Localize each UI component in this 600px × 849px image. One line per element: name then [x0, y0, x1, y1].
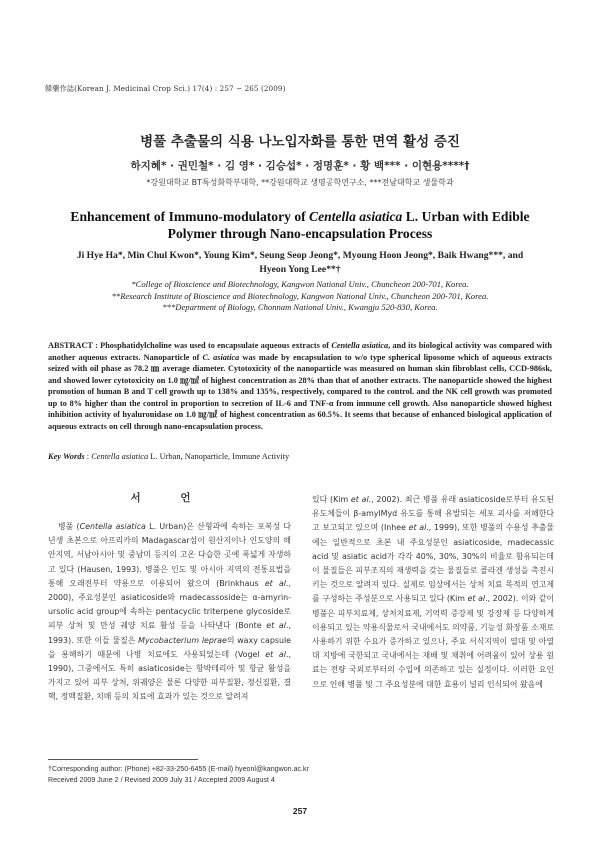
korean-authors: 하지혜* · 권민철* · 김 영* · 김승섭* · 정명훈* · 황 백*** · 이현용****†: [130, 160, 470, 172]
left-species-1: Centella asiatica: [79, 522, 146, 531]
right-etal-3: et al: [467, 594, 486, 604]
left-text-3: ., 2000), 주요성분인 asiaticoside와 madecassoside는 α-amyrin-ursolic acid group에 속하는 pentacyclic triterpene glycoside로 피부 상처 및 만성 궤양 치료 활성 등을 나타낸다 (Bonte: [48, 578, 292, 631]
abstract-text-3: was made by encapsulation to w/o type spherical liposome which of aqueous extracts seized with oil phase as 78.2 ㎚ average diameter. Cytotoxicity of the nanoparticle was measured on human skin fibroblast cells, CCD-986sk, and showed lower cytotoxicity on 1.0 ㎎/㎖ of highest concentration as 28% than that of another extracts. The nanoparticle showed the highest promotion of human B and T cell growth up to 138% and 135%, respectively, compared to the control. and the NK cell growth was promoted up to 8% higher than the control in proportion to secretion of IL-6 and TNF-α from immune cell growth. Also nanoparticle showed highest inhibition activity of hyaluronidase on 1.0 ㎎/㎖ of highest concentration as 60.5%. It seems that because of enhanced biological application of aqueous extracts on cell through nano-encapsulation process.: [48, 352, 552, 431]
affiliation-1: *College of Bioscience and Biotechnology, Kangwon National Univ., Chuncheon 200-701, Korea.: [131, 279, 469, 289]
left-etal-1: et al: [264, 578, 286, 588]
right-etal-1: et al: [350, 495, 369, 504]
title-species: Centella asiatica: [309, 209, 403, 224]
abstract-species-2: C. asiatica: [202, 352, 240, 362]
english-title: [60, 209, 540, 242]
abstract-label: ABSTRACT :: [48, 341, 101, 350]
korean-affiliations: *강원대학교 BT특성화학부대학, **강원대학교 생명공학연구소, ***전남대학교 생물학과: [146, 178, 454, 187]
right-text-2: ., 2002). 최근 병풀 유래 asiaticoside로부터 유도된 유도체들이 β-amylMyd 유도를 통해 유발되는 세포 괴사를 저해한다고 보고되고 있으며 (Inhee: [312, 495, 555, 533]
left-text-1: 병풀 (: [58, 522, 80, 531]
left-etal-2: et al: [266, 621, 286, 631]
english-affiliations: [40, 279, 560, 314]
page-number: 257: [292, 806, 308, 816]
section-heading-introduction: 서 언: [130, 492, 209, 504]
corresponding-author: †Corresponding author: (Phone) +82-33-250-6455 (E-mail) hyeonl@kangwon.ac.kr: [48, 765, 309, 773]
keywords-rest: L. Urban, Nanoparticle, Immune Activity: [148, 452, 290, 461]
abstract: [48, 340, 552, 432]
abstract-text-1: Phosphatidylcholine was used to encapsulate aqueous extracts of: [100, 341, 332, 350]
received-dates: Received 2009 June 2 / Revised 2009 July 31 / Accepted 2009 August 4: [48, 775, 275, 784]
left-text-6: ., 1990), 그중에서도 특히 asiaticoside는 항박테리아 및 항균 활성을 가지고 있어 피부 상처, 위궤양은 물론 다양한 피부질환, 정신질환, 결핵, 정맥질환, 치매 등의 치료에 효과가 있는 것으로 알려져: [48, 649, 291, 702]
left-species-2: Mycobacterium leprae: [138, 635, 227, 645]
abstract-species-1: Centella asiatica: [331, 341, 389, 350]
footnote-divider: [48, 759, 198, 760]
right-text-3: ., 1999), 또한 병풀의 수용성 추출물에는 일반적으로 초본 내 주요성분인 asiaticoside, madecassic acid 및 asiatic acid가 각각 40%, 30%, 30%의 비율로 함유되는데 이 물질들은 피부조직의 재생력을 갖는 물질들로 콜라겐 생성을 촉진시키는 것으로 알려져 있다. 실제로 임상에서는 상처 치료 목적의 연고제를 구성하는 주성분으로 사용되고 있다 (Kim: [312, 523, 555, 604]
right-etal-2: et al: [408, 523, 427, 533]
right-text-4: ., 2002). 이와 같이 병풀은 피부치료제, 상처치료제, 기억력 증강제 및 강장제 등 다양하게 이용되고 있는 약용식물로서 국내에서도 의약품, 기능성 화장품 소재로 사용하기 위한 수요가 증가하고 있으나, 주요 서식지역이 열대 및 아열대 지방에 국한되고 국내에서는 재배 및 채취에 어려움이 있어 상용 원료는 전량 국외로부터의 수입에 의존하고 있는 실정이다. 이러한 요인으로 인해 병풀 및 그 주요성분에 대한 효용이 널리 인식되어 왔음에: [312, 594, 555, 689]
affiliation-3: ***Department of Biology, Chonnam National Univ., Kwangju 520-830, Korea.: [162, 302, 438, 313]
affiliation-2: **Research Institute of Bioscience and Biotechnology, Kangwon National Univ., Chuncheon 200-701, Korea.: [111, 290, 489, 301]
keywords-sep: :: [84, 452, 92, 461]
keywords-label: Key Words: [48, 452, 85, 461]
right-column-text: [312, 493, 554, 692]
left-text-4: ., 1993). 또한 이들 물질은: [48, 621, 291, 645]
keywords-species: Centella asiatica: [91, 452, 149, 461]
left-text-2: L. Urban)은 산형과에 속하는 포복성 다년생 초본으로 아프리카의 Madagascar섬이 원산지이나 인도양의 해안지역, 서남아시아 및 중남미 등지의 고온 다습한 곳에 폭넓게 자생하고 있다 (Hausen, 1993). 병풀은 인도 및 아시아 지역의 전통요법을 통해 오래전부터 약용으로 이용되어 왔으며 (Brinkhaus: [48, 522, 291, 588]
left-column-text: [48, 520, 291, 705]
left-text-5: 의 waxy capsule을 용해하기 때문에 나병 치료에도 사용되었는데 (Vogel: [48, 635, 291, 659]
left-etal-3: et al: [265, 649, 286, 659]
korean-title: 병풀 추출물의 식용 나노입자화를 통한 면역 활성 증진: [140, 134, 460, 150]
right-text-1: 있다 (Kim: [312, 495, 351, 504]
abstract-text-2: , and its biological activity was compared with another aqueous extracts. Nanoparticle of: [48, 341, 552, 362]
title-part2: L. Urban with Edible Polymer through Nano-encapsulation Process: [167, 209, 530, 241]
title-part1: Enhancement of Immuno-modulatory of: [70, 209, 310, 224]
english-authors: Ji Hye Ha*, Min Chul Kwon*, Young Kim*, Seung Seop Jeong*, Myoung Hoon Jeong*, Baik Hwang***, and Hyeon Yong Lee**†: [76, 250, 524, 275]
keywords: [48, 452, 552, 461]
footnote: [48, 764, 309, 785]
journal-header: 韓藥作誌(Korean J. Medicinal Crop Sci.) 17(4) : 257 − 265 (2009): [45, 84, 286, 93]
